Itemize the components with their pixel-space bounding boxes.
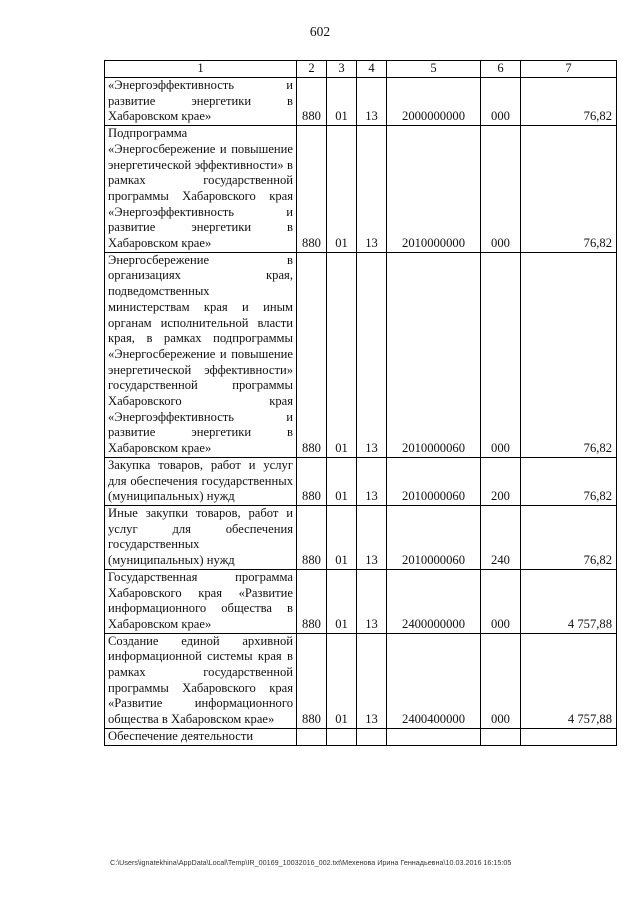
- table-row: [105, 78, 617, 126]
- cell-target-article: 2010000060: [387, 252, 481, 457]
- row-name: Подпрограмма «Энергосбережение и повышение энергетической эффективности» в рамках государственной программы Хабаровского края «Энергоэффективность и развитие энергетики в Хабаровском крае»: [105, 126, 297, 253]
- cell-target-article: 2010000060: [387, 457, 481, 505]
- row-name: Закупка товаров, работ и услуг для обеспечения государственных (муниципальных) нужд: [105, 457, 297, 505]
- cell-target-article: [387, 728, 481, 745]
- cell-expense-type: 000: [481, 78, 521, 126]
- budget-table: [104, 60, 617, 746]
- table-row: [105, 252, 617, 457]
- cell-amount: 76,82: [521, 78, 617, 126]
- column-header: 2: [297, 61, 327, 78]
- page-number: 602: [309, 24, 331, 39]
- cell-code-admin: 880: [297, 457, 327, 505]
- cell-target-article: 2000000000: [387, 78, 481, 126]
- cell-subsection: [357, 728, 387, 745]
- cell-section: 01: [327, 457, 357, 505]
- cell-section: 01: [327, 78, 357, 126]
- cell-subsection: 13: [357, 505, 387, 569]
- cell-target-article: 2010000060: [387, 505, 481, 569]
- cell-section: 01: [327, 505, 357, 569]
- cell-code-admin: [297, 728, 327, 745]
- cell-section: [327, 728, 357, 745]
- cell-code-admin: 880: [297, 78, 327, 126]
- cell-section: 01: [327, 252, 357, 457]
- column-header: 3: [327, 61, 357, 78]
- cell-subsection: 13: [357, 457, 387, 505]
- cell-amount: 76,82: [521, 126, 617, 253]
- cell-code-admin: 880: [297, 569, 327, 633]
- table-header-row: [105, 61, 617, 78]
- table-row: [105, 569, 617, 633]
- cell-subsection: 13: [357, 78, 387, 126]
- row-name: «Энергоэффективность и развитие энергетики в Хабаровском крае»: [105, 78, 297, 126]
- cell-code-admin: 880: [297, 126, 327, 253]
- cell-target-article: 2010000000: [387, 126, 481, 253]
- table-row: [105, 728, 617, 745]
- cell-amount: 4 757,88: [521, 569, 617, 633]
- cell-code-admin: 880: [297, 252, 327, 457]
- cell-target-article: 2400000000: [387, 569, 481, 633]
- cell-amount: 76,82: [521, 457, 617, 505]
- column-header: 4: [357, 61, 387, 78]
- cell-expense-type: 000: [481, 126, 521, 253]
- row-name: Создание единой архивной информационной системы края в рамках государственной программы Хабаровского края «Развитие информационного общества в Хабаровском крае»: [105, 633, 297, 728]
- row-name: Государственная программа Хабаровского края «Развитие информационного общества в Хабаровском крае»: [105, 569, 297, 633]
- cell-target-article: 2400400000: [387, 633, 481, 728]
- table-row: [105, 633, 617, 728]
- cell-amount: 76,82: [521, 252, 617, 457]
- cell-section: 01: [327, 126, 357, 253]
- cell-amount: 4 757,88: [521, 633, 617, 728]
- cell-amount: [521, 728, 617, 745]
- table-row: [105, 126, 617, 253]
- column-header: 5: [387, 61, 481, 78]
- row-name: Энергосбережение в организациях края, подведомственных министерствам края и иным органам исполнительной власти края, в рамках подпрограммы «Энергосбережение и повышение энергетической эффективности» государственной программы Хабаровского края «Энергоэффективность и развитие энергетики в Хабаровском крае»: [105, 252, 297, 457]
- column-header: 7: [521, 61, 617, 78]
- file-path-footer: C:\Users\ignatekhina\AppData\Local\Temp\IR_00169_10032016_002.txt\Мехенова Ирина Геннадьевна\10.03.2016 16:15:05: [110, 858, 512, 867]
- cell-amount: 76,82: [521, 505, 617, 569]
- cell-expense-type: 240: [481, 505, 521, 569]
- cell-code-admin: 880: [297, 505, 327, 569]
- table-row: [105, 457, 617, 505]
- cell-section: 01: [327, 569, 357, 633]
- column-header: 6: [481, 61, 521, 78]
- cell-expense-type: 000: [481, 633, 521, 728]
- cell-subsection: 13: [357, 633, 387, 728]
- row-name: Обеспечение деятельности: [105, 728, 297, 745]
- row-name: Иные закупки товаров, работ и услуг для обеспечения государственных (муниципальных) нужд: [105, 505, 297, 569]
- cell-section: 01: [327, 633, 357, 728]
- column-header: 1: [105, 61, 297, 78]
- cell-subsection: 13: [357, 126, 387, 253]
- cell-expense-type: 000: [481, 252, 521, 457]
- cell-expense-type: 000: [481, 569, 521, 633]
- cell-subsection: 13: [357, 252, 387, 457]
- table-row: [105, 505, 617, 569]
- cell-code-admin: 880: [297, 633, 327, 728]
- cell-subsection: 13: [357, 569, 387, 633]
- cell-expense-type: [481, 728, 521, 745]
- cell-expense-type: 200: [481, 457, 521, 505]
